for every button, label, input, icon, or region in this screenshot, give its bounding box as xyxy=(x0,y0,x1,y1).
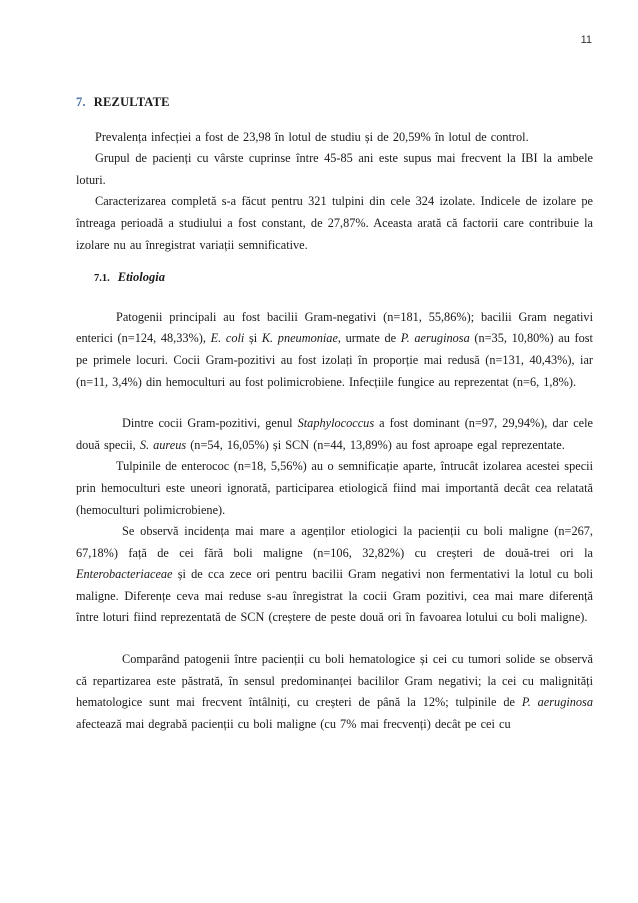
paragraph-prevalence: Prevalența infecției a fost de 23,98 în lotul de studiu și de 20,59% în lotul de control. xyxy=(95,129,529,144)
paragraph-enterococcus: Tulpinile de enterococ (n=18, 5,56%) au o semnificație aparte, întrucât izolarea acestei specii prin hemoculturi este uneori ignorată, participarea etiologică fiind mai importantă decât cea relatată (hemoculturi polimicrobiene). xyxy=(76,459,593,517)
species-name: K. pneumoniae xyxy=(261,331,338,346)
paragraph-age-group: Grupul de pacienți cu vârste cuprinse între 45-85 ani este supus mai frecvent la IBI la ambele loturi. xyxy=(76,151,593,187)
text-run: și de cca zece ori pentru bacilii Gram negativi non fermentativi la lotul cu boli maligne. Diferențe ceva mai reduse s-au înregistrat la cocii Gram pozitivi, cea mai mare diferență între loturi fiind reprezentată de SCN (creștere de peste două ori în favoarea lotului cu boli maligne). xyxy=(76,567,593,625)
paragraph-characterization: Caracterizarea completă s-a făcut pentru 321 tulpini din cele 324 izolate. Indicele de izolare pe întreaga perioadă a studiului a fost constant, de 27,87%. Aceasta arată că factorii care contribuie la izolare nu au înregistrat variații semnificative. xyxy=(76,194,593,252)
species-name: S. aureus xyxy=(139,437,187,452)
text-run: Dintre cocii Gram-pozitivi, genul xyxy=(122,416,298,431)
paragraph-main-pathogens xyxy=(76,307,593,393)
text-run: a fost dominant (n=97, 29,94%), dar cele două specii, xyxy=(76,416,593,452)
subsection-heading xyxy=(76,267,593,290)
text-run: (n=54, 16,05%) și SCN (n=44, 13,89%) au fost aproape egal reprezentate. xyxy=(186,437,565,452)
genus-name: Staphylococcus xyxy=(297,416,375,431)
section-number: 7. xyxy=(76,95,86,109)
species-name: E. coli xyxy=(210,331,245,346)
species-name: P. aeruginosa xyxy=(400,331,470,346)
section-heading xyxy=(76,92,593,114)
text-run: Comparând patogenii între pacienții cu boli hematologice și cei cu tumori solide se observă că repartizarea este păstrată, în sensul predominanței bacililor Gram negativi; la cei cu malignități hematologice sunt mai frecvent întâlniți, cu creșteri de până la 12%; tulpinile de xyxy=(76,652,593,710)
text-run: , urmate de xyxy=(337,331,401,346)
page-number: 11 xyxy=(580,34,592,46)
paragraph-malignancy-incidence xyxy=(76,521,593,629)
family-name: Enterobacteriaceae xyxy=(76,567,173,582)
subsection-number: 7.1. xyxy=(94,273,110,285)
paragraph-gram-positive xyxy=(76,413,593,456)
text-run: Se observă incidența mai mare a agenților etiologici la pacienții cu boli maligne (n=267, 67,18%) față de cei fără boli maligne (n=106, 32,82%) cu creșteri de două-trei ori la xyxy=(76,524,593,560)
section-title: REZULTATE xyxy=(93,95,170,109)
text-run: (n=35, 10,80%) au fost pe primele locuri. Cocii Gram-pozitivi au fost izolați în proporție mai redusă (n=131, 40,43%), iar (n=11, 3,4%) din hemoculturi au fost polimicrobiene. Infecțiile fungice au reprezentat (n=6, 1,8%). xyxy=(76,331,593,389)
text-run: și xyxy=(244,331,262,346)
species-name: P. aeruginosa xyxy=(521,695,593,710)
subsection-title: Etiologia xyxy=(117,270,165,285)
paragraph-hematologic-comparison xyxy=(76,649,593,735)
text-run: Patogenii principali au fost bacilii Gram-negativi (n=181, 55,86%); bacilii Gram negativi enterici (n=124, 48,33%), xyxy=(76,309,593,346)
text-run: afectează mai degrabă pacienții cu boli maligne (cu 7% mai frecvenți) decât pe cei cu xyxy=(76,716,511,731)
page-content xyxy=(76,92,593,735)
